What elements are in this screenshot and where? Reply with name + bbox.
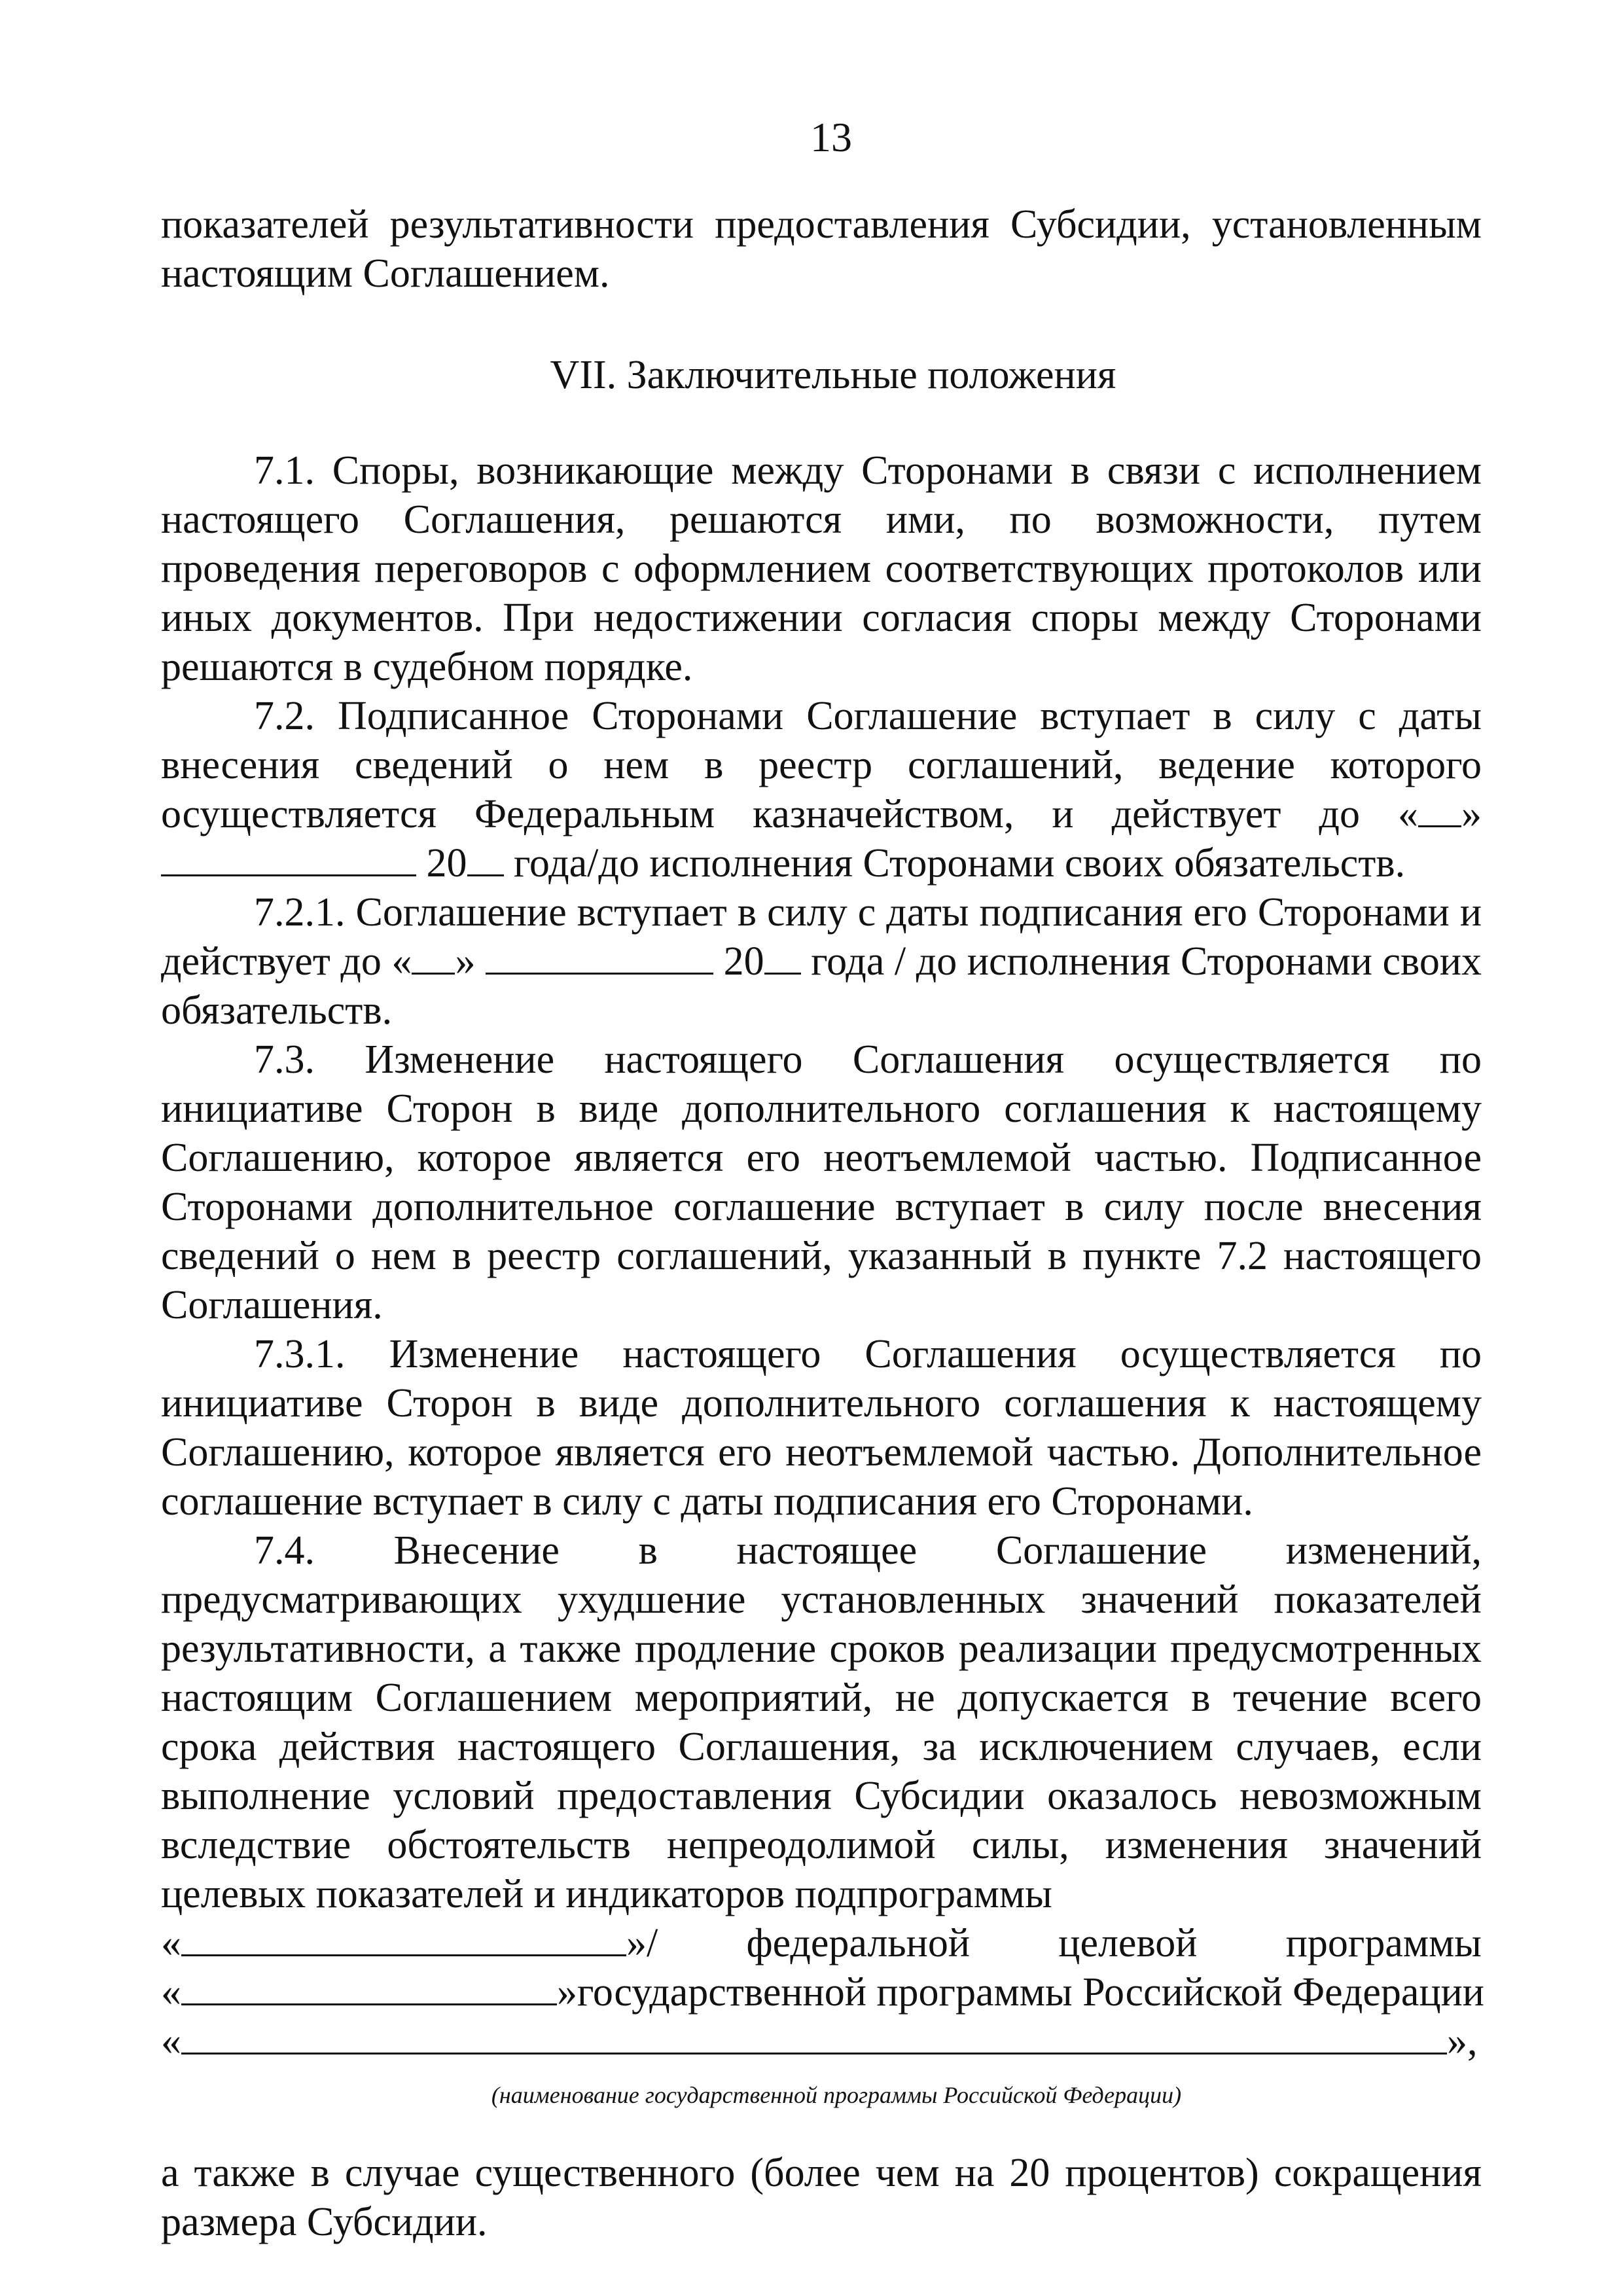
clause-7-2 [161, 692, 1482, 888]
day-blank[interactable] [1418, 791, 1461, 827]
word-federal: федеральной [746, 1921, 971, 1965]
final-paragraph: а также в случае существенного (более чем на 20 процентов) сокращения размера Субсидии. [161, 2151, 1482, 2244]
clause-7-3-1: 7.3.1. Изменение настоящего Соглашения осуществляется по инициативе Сторон в виде дополнительного соглашения к настоящему Соглашению, которое является его неотъемлемой частью. Дополнительное соглашение вступает в силу с даты подписания его Сторонами. [161, 1332, 1482, 1524]
word-target: целевой [1058, 1921, 1198, 1965]
federal-program-name-field: « » [161, 1970, 577, 2015]
clause-7-3: 7.3. Изменение настоящего Соглашения осуществляется по инициативе Сторон в виде дополнительного соглашения к настоящему Соглашению, которое является его неотъемлемой частью. Подписанное Сторонами дополнительное соглашение вступает в силу после внесения сведений о нем в реестр соглашений, указанный в пункте 7.2 настоящего Соглашения. [161, 1037, 1482, 1327]
state-program-name-field: « », [161, 2019, 1478, 2064]
clause-7-2-text-2: » [1461, 792, 1482, 836]
month-blank[interactable] [486, 939, 713, 975]
month-blank[interactable] [161, 840, 416, 876]
state-program-text: государственной программы Российской Федерации [577, 1970, 1484, 2015]
section-heading: VII. Заключительные положения [550, 353, 1116, 397]
clause-7-2-1-text-2: » [455, 939, 486, 984]
clause-7-4: 7.4. Внесение в настоящее Соглашение изменений, предусматривающих ухудшение установленных значений показателей результативности, а также продление сроков реализации предусмотренных настоящим Соглашением мероприятий, не допускается в течение всего срока действия настоящего Соглашения, за исключением случаев, если выполнение условий предоставления Субсидии оказалось невозможным вследствие обстоятельств непреодолимой силы, изменения значений целевых показателей и индикаторов подпрограммы [161, 1528, 1482, 1916]
subprogram-line [161, 1919, 1482, 1968]
clause-7-2-text-4: года/до исполнения Сторонами своих обязательств. [503, 841, 1406, 886]
word-program: программы [1285, 1921, 1482, 1965]
continuation-paragraph: показателей результативности предоставления Субсидии, установленным настоящим Соглашением. [161, 202, 1482, 296]
page-number: 13 [810, 114, 852, 160]
state-program-line [161, 2017, 1482, 2066]
year-blank[interactable] [467, 840, 504, 876]
year-blank[interactable] [764, 939, 801, 975]
clause-7-2-text-1: 7.2. Подписанное Сторонами Соглашение вступает в силу с даты внесения сведений о нем в реестр соглашений, ведение которого осуществляется Федеральным казначейством, и действует до « [161, 694, 1482, 836]
state-program-name-blank[interactable] [181, 2018, 1447, 2054]
clause-7-2-1-text-1: 7.2.1. Соглашение вступает в силу с даты подписания его Сторонами и действует до « [161, 890, 1482, 984]
subprogram-name-blank[interactable] [181, 1920, 626, 1956]
clause-7-2-text-3: 20 [416, 841, 467, 886]
clause-7-2-1-text-4: года / до исполнения Сторонами своих обязательств. [161, 939, 1482, 1033]
day-blank[interactable] [412, 939, 455, 975]
clause-7-2-1-text-3: 20 [713, 939, 764, 984]
subprogram-name-field: « »/ [161, 1921, 658, 1965]
clause-7-1: 7.1. Споры, возникающие между Сторонами в связи с исполнением настоящего Соглашения, решаются ими, по возможности, путем проведения переговоров с оформлением соответствующих протоколов или иных документов. При недостижении согласия споры между Сторонами решаются в судебном порядке. [161, 448, 1482, 689]
document-body [161, 200, 1482, 2247]
field-caption: (наименование государственной программы Российской Федерации) [491, 2082, 1182, 2108]
federal-program-line [161, 1968, 1482, 2017]
federal-program-name-blank[interactable] [181, 1969, 557, 2005]
clause-7-2-1 [161, 888, 1482, 1035]
